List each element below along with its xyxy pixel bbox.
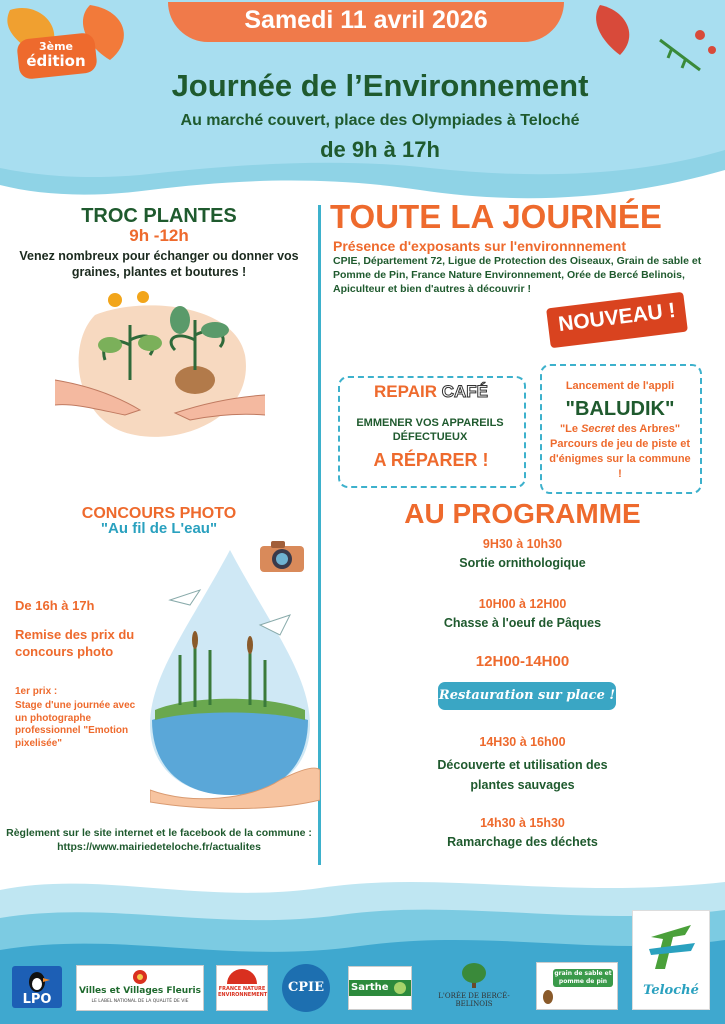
prog-label-3: Restauration sur place ! <box>438 682 616 710</box>
repair-cafe-title <box>340 382 522 402</box>
flower-icon <box>130 968 150 986</box>
edition-word: édition <box>26 52 86 70</box>
prog-time-3: 12H00-14H00 <box>475 653 570 670</box>
prog-label-2: Chasse à l'oeuf de Pâques <box>443 616 602 630</box>
villes-sub: LE LABEL NATIONAL DE LA QUALITÉ DE VIE <box>91 999 189 1004</box>
puffin-icon <box>12 968 62 994</box>
allday-subtitle: Présence d'exposants sur l'environnnement <box>333 238 626 254</box>
logo-lpo[interactable] <box>12 966 62 1008</box>
pine-cone-icon <box>541 989 555 1005</box>
logo-teloche[interactable] <box>632 910 710 1010</box>
logo-grain-de-sable[interactable] <box>536 962 618 1010</box>
troc-text: Venez nombreux pour échanger ou donner vos graines, plantes et boutures ! <box>19 249 299 279</box>
allday-exhibitors: CPIE, Département 72, Ligue de Protection des Oiseaux, Grain de sable et Pomme de Pin, France Nature Environnement, Orée de Bercé Belinois, Apiculteur et bien d'autres à découvrir ! <box>333 255 702 295</box>
lpo-label: LPO <box>22 992 52 1007</box>
cpie-label: CPIE <box>287 980 325 995</box>
allday-title: TOUTE LA JOURNÉE <box>330 198 662 235</box>
teloche-emblem-icon <box>641 917 701 977</box>
logo-fne[interactable] <box>216 965 268 1011</box>
nouveau-label: NOUVEAU ! <box>557 298 677 337</box>
fne-sun-icon <box>227 968 257 984</box>
prog-time-2: 10H00 à 12H00 <box>478 597 567 611</box>
photo-prize-text: Stage d'une journée avec un photographe professionnel "Emotion pixelisée" <box>15 700 136 749</box>
prog-time-1: 9H30 à 10h30 <box>482 537 563 551</box>
plants-hands-illustration-icon <box>55 285 265 450</box>
grain-label: grain de sable et pomme de pin <box>554 970 612 985</box>
repair-word: REPAIR <box>374 382 437 401</box>
repair-cafe-line: EMMENER VOS APPAREILS DÉFECTUEUX <box>356 417 504 443</box>
prog-label-4: Découverte et utilisation des plantes sauvages <box>437 758 608 792</box>
event-hours: de 9h à 17h <box>320 137 440 162</box>
baludik-name: "BALUDIK" <box>565 398 675 420</box>
photo-prize-label: 1er prix : <box>15 686 58 697</box>
photo-title: CONCOURS PHOTO <box>81 505 237 522</box>
event-location: Au marché couvert, place des Olympiades à Teloché <box>180 112 580 129</box>
photo-prize-title: Remise des prix du concours photo <box>15 627 135 659</box>
baludik-quote-c: des Arbres" <box>614 423 681 435</box>
logo-villes-fleuris[interactable] <box>76 965 204 1011</box>
baludik-quote-b: Secret <box>581 423 615 435</box>
photo-rules: Règlement sur le site internet et le facebook de la commune : https://www.mairiedeteloche.fr/actualites <box>6 827 312 853</box>
prog-time-5: 14h30 à 15h30 <box>480 816 565 830</box>
teloche-label: Teloché <box>643 983 699 998</box>
prog-label-1: Sortie ornithologique <box>459 556 586 570</box>
baludik-desc: Parcours de jeu de piste et d'énigmes sur la commune ! <box>549 438 691 480</box>
prog-time-4: 14H30 à 16h00 <box>479 735 566 749</box>
tree-icon <box>459 962 489 988</box>
page-title: Journée de l’Environnement <box>171 68 589 103</box>
sarthe-label: Sarthe <box>349 980 411 996</box>
sarthe-swirl-icon <box>393 981 407 995</box>
photo-time: De 16h à 17h <box>15 598 95 613</box>
repair-cafe-cta: A RÉPARER ! <box>373 450 489 470</box>
programme-title: AU PROGRAMME <box>404 498 641 529</box>
hand-illustration-icon <box>150 750 320 810</box>
baludik-intro: Lancement de l'appli <box>565 380 675 392</box>
prog-label-5: Ramarchage des déchets <box>447 835 598 849</box>
troc-time: 9h -12h <box>129 226 189 245</box>
oree-label: L'ORÉE DE BERCÉ-BELINOIS <box>438 992 510 1008</box>
cafe-word: CAFÉ <box>441 382 488 401</box>
logo-cpie[interactable] <box>282 964 330 1012</box>
baludik-quote-a: "Le <box>559 423 582 435</box>
edition-number: 3ème <box>38 40 74 53</box>
event-date: Samedi 11 avril 2026 <box>244 6 488 34</box>
baludik-quote <box>542 423 698 435</box>
troc-title: TROC PLANTES <box>81 205 237 227</box>
photo-subtitle: "Au fil de L'eau" <box>100 520 218 537</box>
fne-label: FRANCE NATURE ENVIRONNEMENT <box>218 986 268 998</box>
logo-sarthe[interactable] <box>348 966 412 1010</box>
logo-oree-berce[interactable] <box>424 962 524 1010</box>
villes-title: Villes et Villages Fleuris <box>79 986 201 996</box>
